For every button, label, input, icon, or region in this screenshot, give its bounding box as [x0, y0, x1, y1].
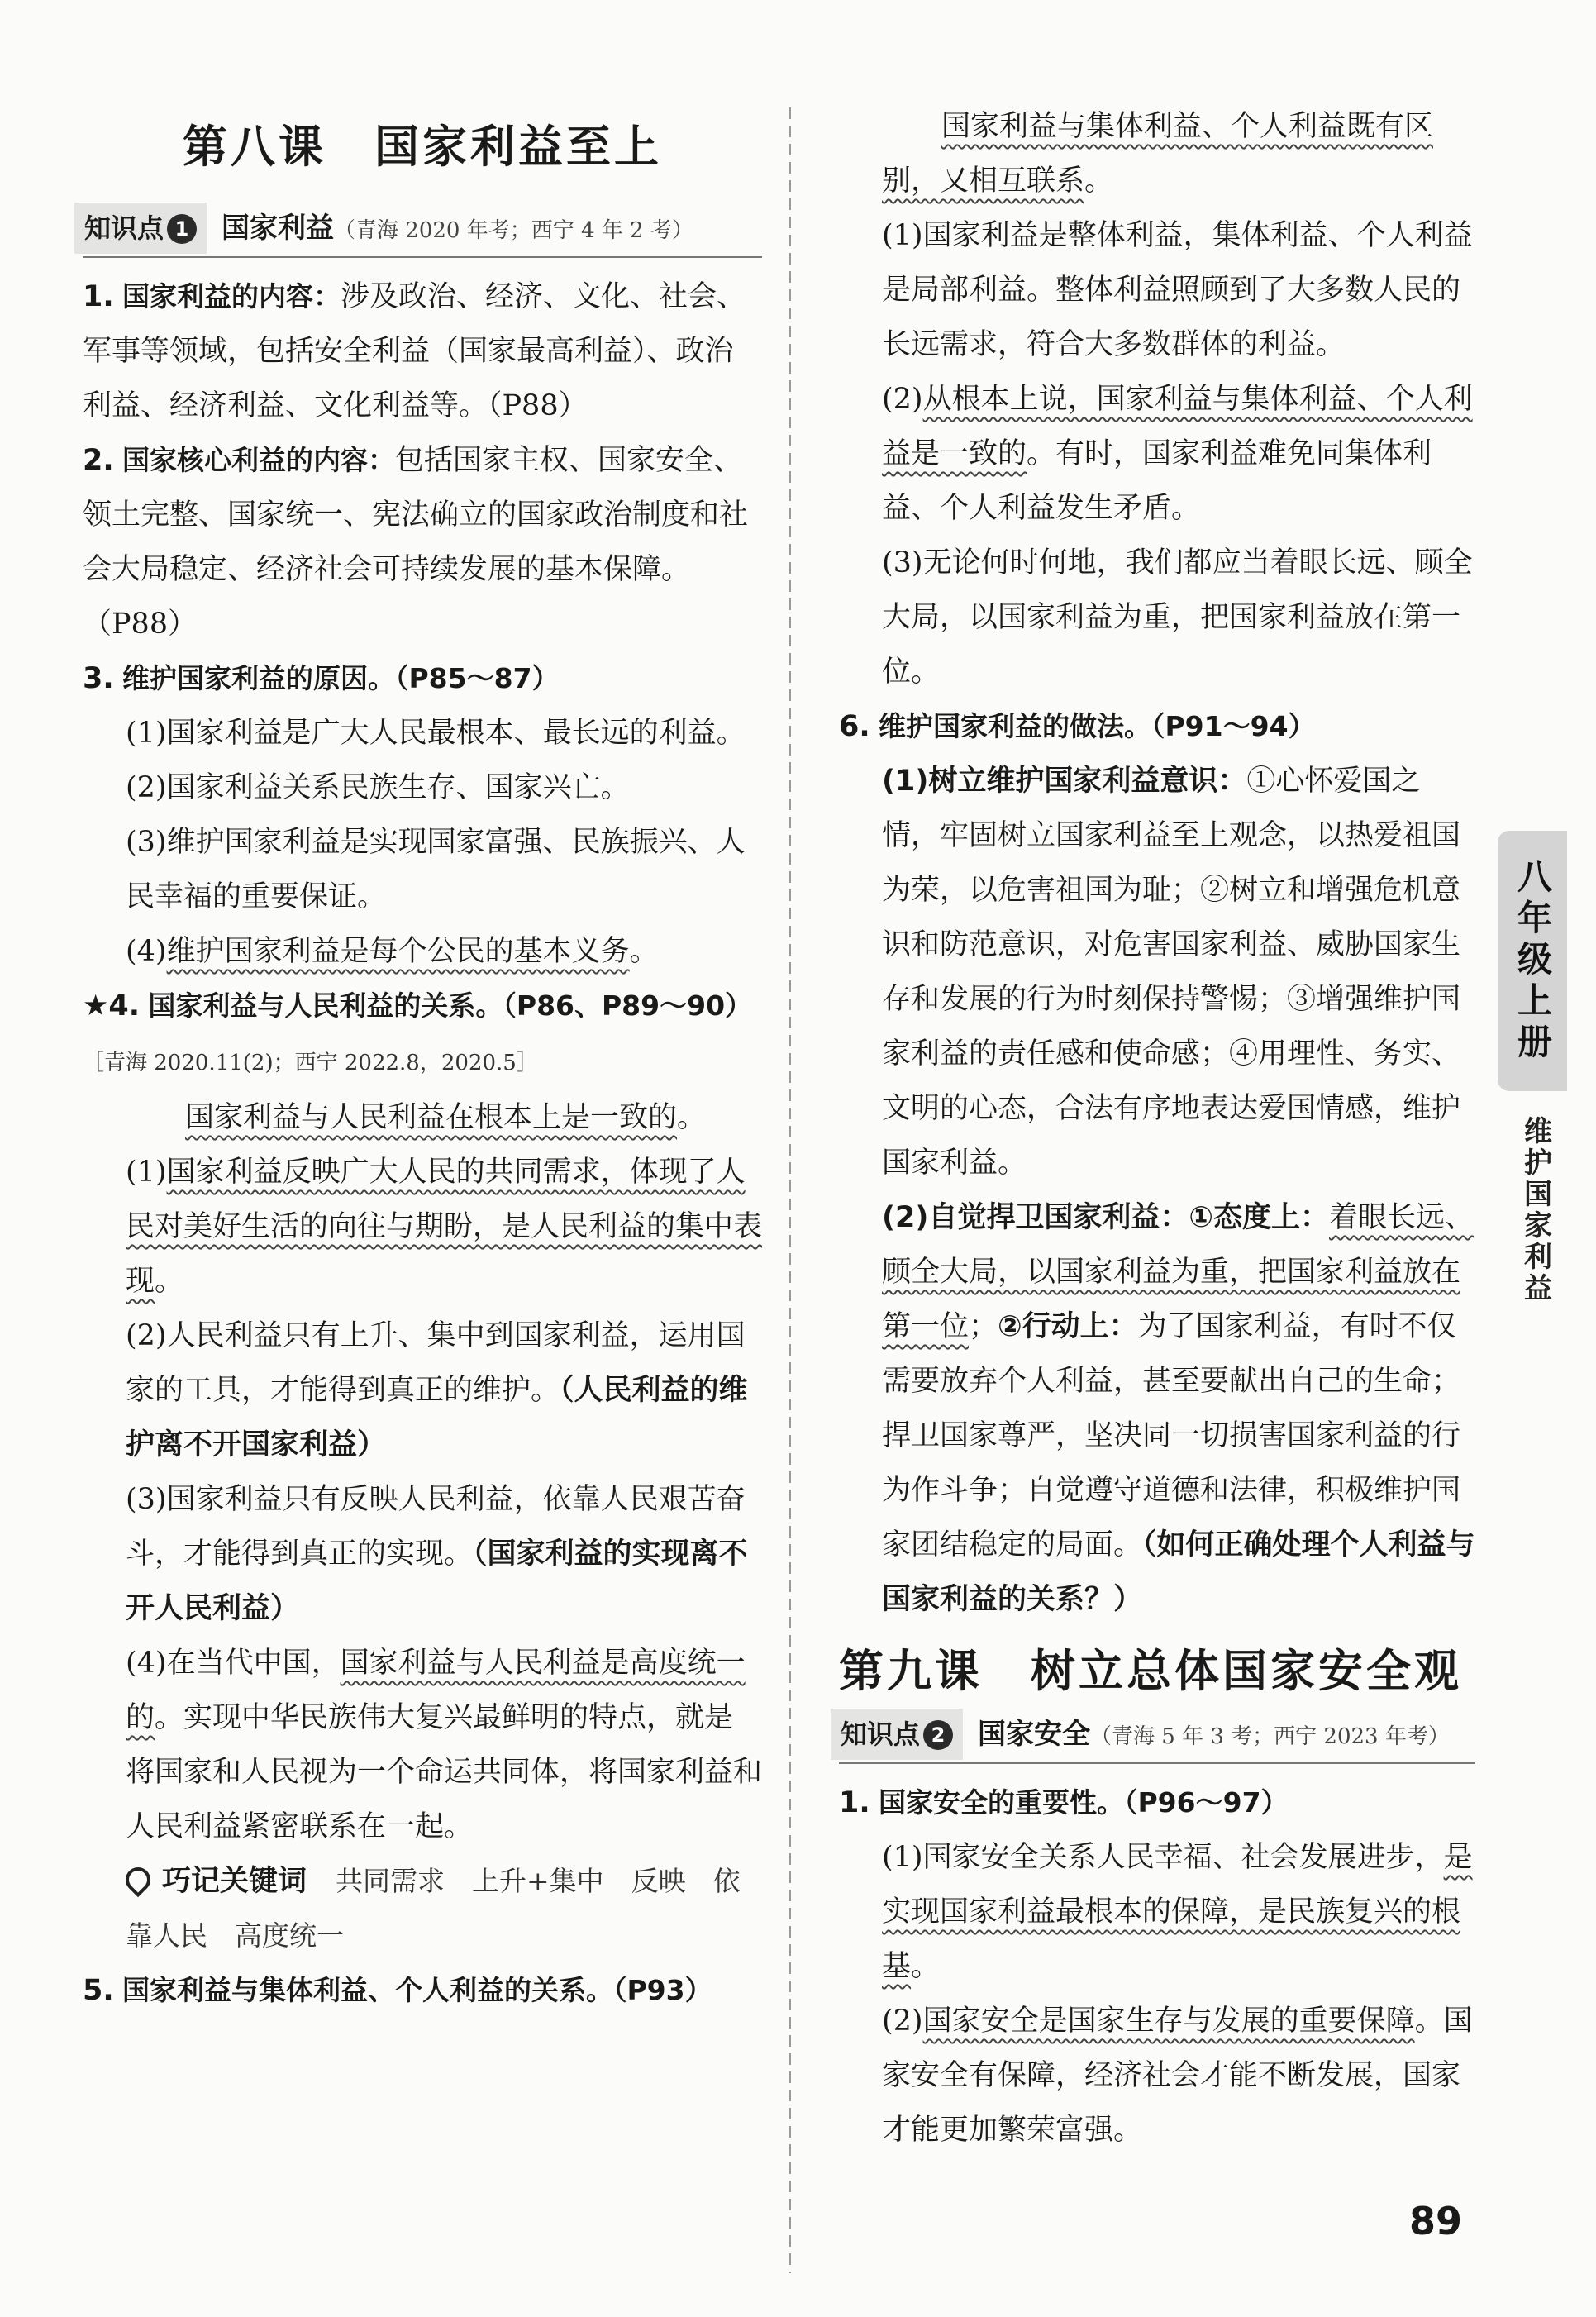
key-phrase: 维护国家利益是每个公民的基本义务 — [166, 934, 630, 968]
unit-side-label — [1511, 1116, 1560, 1304]
sub-item: (2)国家安全是国家生存与发展的重要保障。国家安全有保障，经济社会才能不断发展，国家才能更加繁荣富强。 — [882, 2004, 1473, 2147]
sub-item: (2)从根本上说，国家利益与集体利益、个人利益是一致的。有时，国家利益难免同集体利益、个人利益发生矛盾。 — [882, 383, 1473, 525]
sub-item: (4)在当代中国，国家利益与人民利益是高度统一的。实现中华民族伟大复兴最鲜明的特点，就是将国家和人民视为一个命运共同体，将国家利益和人民利益紧密联系在一起。 — [126, 1646, 763, 1843]
sub-item: (1)国家利益反映广大人民的共同需求，体现了人民对美好生活的向往与期盼，是人民利益的集中表现。 — [126, 1155, 763, 1298]
lesson-title: 第八课 国家利益至上 — [183, 121, 662, 173]
page-number: 89 — [1409, 2199, 1463, 2243]
sub-item: (1)树立维护国家利益意识：①心怀爱国之情，牢固树立国家利益至上观念，以热爱祖国为荣，以危害祖国为耻；②树立和增强危机意识和防范意识，对危害国家利益、威胁国家生存和发展的行为时刻保持警惕；③增强维护国家利益的责任感和使命感；④用理性、务实、文明的心态，合法有序地表达爱国情感，维护国家利益。 — [882, 765, 1461, 1180]
sub-item: (1)国家安全关系人民幸福、社会发展进步，是实现国家利益最根本的保障，是民族复兴的根基。 — [882, 1840, 1473, 1983]
key-phrase: 国家利益与集体利益、个人利益既有区别，又相互联系 — [882, 110, 1434, 198]
item-text: 涉及政治、经济、文化、社会、军事等领域，包括安全利益（国家最高利益）、政治利益、经济利益、文化利益等。（P88） — [83, 279, 746, 422]
knowledge-point-badge: 知识点 2 — [831, 1709, 963, 1760]
item-heading: 维护国家利益的原因。（P85～87） — [122, 661, 560, 694]
column-divider — [789, 107, 791, 2273]
unit-topic: 维护国家利益 — [1518, 1116, 1552, 1304]
item-number: 5. — [83, 1973, 114, 2007]
knowledge-point-name: 国家利益 — [222, 211, 335, 245]
sub-item: (1)国家利益是广大人民最根本、最长远的利益。 — [126, 716, 746, 750]
memory-tip — [83, 1854, 762, 1963]
sub-item: (2)自觉捍卫国家利益：①态度上：着眼长远、顾全大局，以国家利益为重，把国家利益放在第一位；②行动上：为了国家利益，有时不仅需要放弃个人利益，甚至要献出自己的生命；捍卫国家尊严，坚决同一切损害国家利益的行为作斗争；自觉遵守道德和法律，积极维护国家团结稳定的局面。（如何正确处理个人利益与国家利益的关系？） — [882, 1201, 1475, 1616]
key-phrase: 从根本上说，国家利益与集体利益、个人利益是一致的 — [882, 383, 1473, 470]
key-phrase: 着眼长远、顾全大局，以国家利益为重，把国家利益放在第一位 — [882, 1201, 1475, 1343]
sub-item: (3)维护国家利益是实现国家富强、民族振兴、人民幸福的重要保证。 — [126, 825, 746, 913]
sub-item: (2)人民利益只有上升、集中到国家利益，运用国家的工具，才能得到真正的维护。（人民利益的维护离不开国家利益） — [126, 1318, 748, 1461]
knowledge-point-header — [839, 1709, 1475, 1764]
sub-item: (4)维护国家利益是每个公民的基本义务。 — [126, 934, 659, 968]
exam-source: （青海 5 年 3 考；西宁 2023 年考） — [1090, 1723, 1450, 1749]
sub-item: (2)国家利益关系民族生存、国家兴亡。 — [126, 770, 630, 804]
star-icon: ★ — [83, 989, 109, 1023]
item-number: 6. — [839, 710, 870, 743]
knowledge-point-name: 国家安全 — [978, 1717, 1091, 1751]
lesson-title: 第九课 树立总体国家安全观 — [839, 1645, 1462, 1697]
note-bold: （如何正确处理个人利益与国家利益的关系？） — [882, 1528, 1475, 1616]
sub-item: (3)无论何时何地，我们都应当着眼长远、顾全大局，以国家利益为重，把国家利益放在第一位。 — [882, 546, 1473, 689]
grade-side-tab — [1498, 831, 1567, 1091]
grade-label: 八年级上册 — [1513, 857, 1553, 1065]
sub-item-label: (1)树立维护国家利益意识： — [882, 765, 1247, 798]
item-number: 3. — [83, 661, 114, 695]
knowledge-point-header — [83, 203, 762, 258]
knowledge-point-number: 2 — [923, 1720, 953, 1750]
sub-item: 国家利益与人民利益在根本上是一致的。 — [185, 1100, 707, 1134]
key-phrase: 是实现国家利益最根本的保障，是民族复兴的根基 — [882, 1840, 1473, 1983]
exam-source: （青海 2020 年考；西宁 4 年 2 考） — [334, 217, 693, 243]
exam-source: ［青海 2020.11(2)；西宁 2022.8，2020.5］ — [83, 1050, 538, 1075]
key-phrase: 国家利益反映广大人民的共同需求，体现了人民对美好生活的向往与期盼，是人民利益的集中表现 — [126, 1155, 763, 1298]
location-pin-icon — [121, 1862, 155, 1897]
key-phrase: 国家安全是国家生存与发展的重要保障 — [922, 2004, 1415, 2038]
item-heading: 国家安全的重要性。（P96～97） — [879, 1785, 1289, 1819]
memory-tip-words: 共同需求 上升+集中 反映 依靠人民 高度统一 — [126, 1864, 741, 1952]
list-item — [839, 1776, 1475, 1830]
item-heading: 国家核心利益的内容： — [122, 443, 395, 476]
key-phrase: 国家利益与人民利益在根本上是一致的 — [185, 1100, 678, 1134]
note-bold: （人民利益的维护离不开国家利益） — [126, 1373, 748, 1461]
item-number: 1. — [839, 1785, 870, 1819]
item-heading: 维护国家利益的做法。（P91～94） — [879, 710, 1316, 742]
item-heading: 国家利益与人民利益的关系。（P86、P89～90） — [148, 989, 753, 1022]
knowledge-point-number: 1 — [167, 214, 197, 244]
memory-tip-label: 巧记关键词 — [162, 1864, 307, 1898]
list-item — [83, 979, 762, 1090]
list-item — [83, 651, 762, 706]
item-heading: 国家利益的内容： — [122, 279, 341, 312]
item-number: 4. — [108, 989, 141, 1023]
item-number: 1. — [83, 279, 114, 313]
note-bold: （国家利益的实现离不开人民利益） — [126, 1537, 748, 1625]
item-heading: 国家利益与集体利益、个人利益的关系。（P93） — [122, 1973, 712, 2006]
sub-item: 国家利益与集体利益、个人利益既有区别，又相互联系。 — [882, 110, 1434, 198]
list-item — [839, 699, 1475, 754]
list-item — [83, 433, 762, 651]
sub-item: (3)国家利益只有反映人民利益，依靠人民艰苦奋斗，才能得到真正的实现。（国家利益的实现离不开人民利益） — [126, 1482, 748, 1625]
knowledge-point-badge: 知识点 1 — [74, 203, 207, 254]
right-column — [839, 99, 1475, 2157]
sub-item-label: (2)自觉捍卫国家利益： — [882, 1201, 1189, 1234]
item-number: 2. — [83, 443, 114, 477]
key-phrase: 国家利益与人民利益是高度统一的 — [126, 1646, 746, 1734]
sub-item: (1)国家利益是整体利益，集体利益、个人利益是局部利益。整体利益照顾到了大多数人民的长远需求，符合大多数群体的利益。 — [882, 219, 1473, 361]
left-column — [83, 83, 762, 2018]
list-item — [83, 1963, 762, 2018]
item-text: 包括国家主权、国家安全、领土完整、国家统一、宪法确立的国家政治制度和社会大局稳定、经济社会可持续发展的基本保障。（P88） — [83, 443, 749, 641]
list-item — [83, 269, 762, 433]
